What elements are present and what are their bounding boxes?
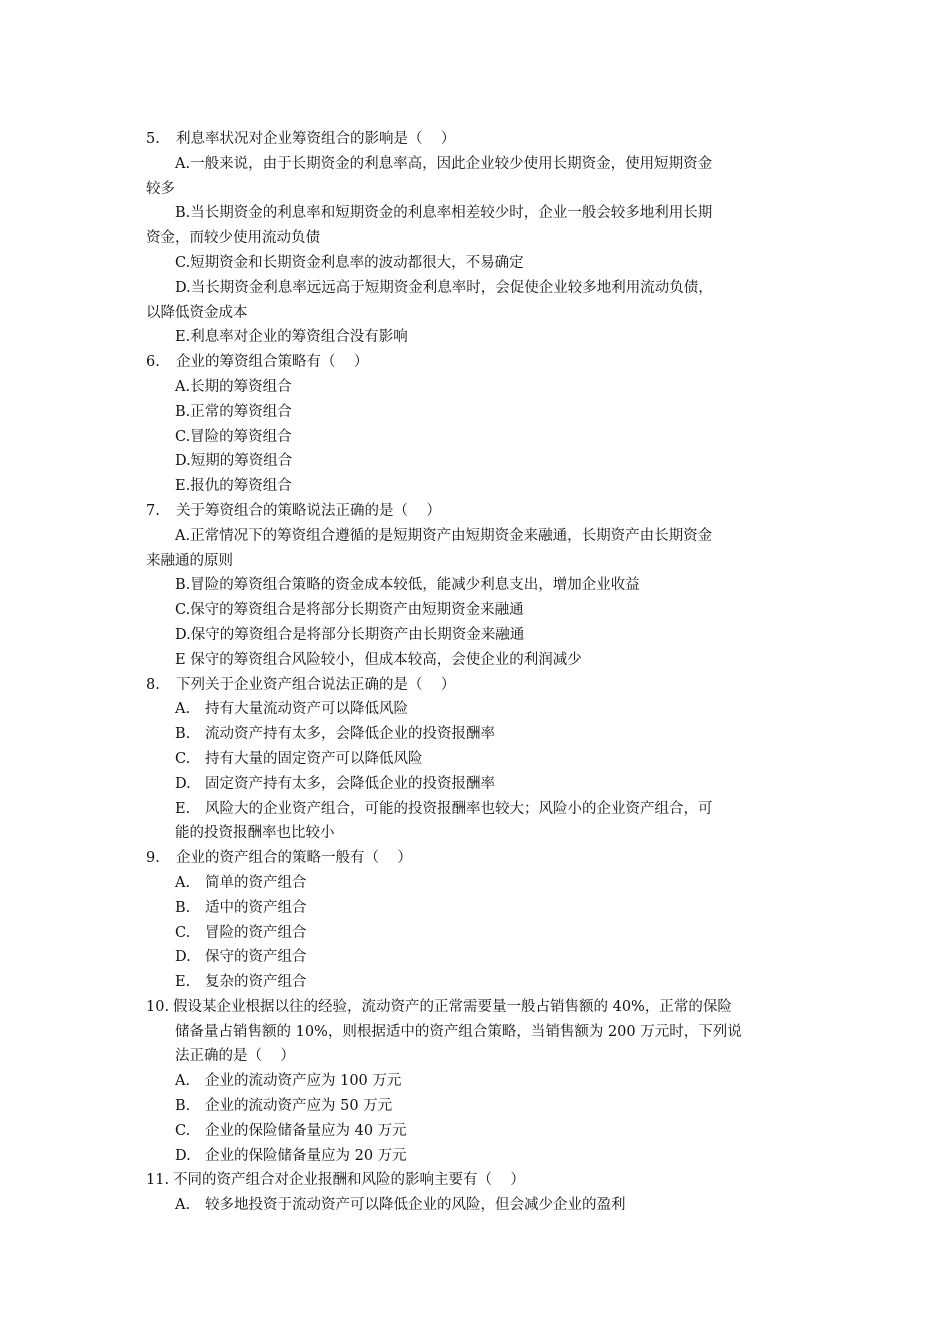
option-line: C.冒险的筹资组合 <box>175 428 292 445</box>
option-letter: A. <box>175 874 191 891</box>
option-line <box>175 1144 808 1169</box>
option-line: E.利息率对企业的筹资组合没有影响 <box>175 329 408 346</box>
option-line <box>175 772 808 797</box>
option-text: 风险大的企业资产组合，可能的投资报酬率也较大；风险小的企业资产组合，可 <box>205 800 713 817</box>
option-line-cont: 以降低资金成本 <box>146 304 248 321</box>
option-line: E 保守的筹资组合风险较小，但成本较高，会使企业的利润减少 <box>175 651 582 668</box>
option-line: D.当长期资金利息率远远高于短期资金利息率时，会促使企业较多地利用流动负债， <box>175 279 713 296</box>
question-5 <box>146 127 808 152</box>
question-text-cont: 法正确的是（ ） <box>175 1048 295 1065</box>
option-line <box>175 797 808 822</box>
question-6 <box>146 350 808 375</box>
question-text: 不同的资产组合对企业报酬和风险的影响主要有（ ） <box>173 1172 525 1189</box>
question-number: 8. <box>146 676 160 693</box>
option-line <box>175 1094 808 1119</box>
option-line <box>175 945 808 970</box>
option-line: E.报仇的筹资组合 <box>175 478 292 495</box>
option-letter: D. <box>175 775 191 792</box>
option-letter: C. <box>175 750 191 767</box>
option-letter: A. <box>175 1197 191 1214</box>
option-line: B.冒险的筹资组合策略的资金成本较低，能减少利息支出，增加企业收益 <box>175 577 640 594</box>
option-letter: A. <box>175 701 191 718</box>
option-text: 企业的保险储备量应为 20 万元 <box>205 1147 407 1164</box>
option-line: C.保守的筹资组合是将部分长期资产由短期资金来融通 <box>175 602 524 619</box>
option-line: B.正常的筹资组合 <box>175 403 292 420</box>
option-line: D.短期的筹资组合 <box>175 453 293 470</box>
option-line-cont: 较多 <box>146 180 175 197</box>
option-text: 较多地投资于流动资产可以降低企业的风险，但会减少企业的盈利 <box>205 1197 626 1214</box>
option-line: A.一般来说，由于长期资金的利息率高，因此企业较少使用长期资金，使用短期资金 <box>175 155 713 172</box>
option-letter: C. <box>175 1122 191 1139</box>
option-text: 企业的保险储备量应为 40 万元 <box>205 1122 407 1139</box>
option-text: 保守的资产组合 <box>205 949 307 966</box>
question-7 <box>146 499 808 524</box>
question-text-cont: 储备量占销售额的 10%，则根据适中的资产组合策略，当销售额为 200 万元时，下列说 <box>175 1023 742 1040</box>
question-number: 9. <box>146 850 160 867</box>
option-line <box>175 921 808 946</box>
question-text: 下列关于企业资产组合说法正确的是（ ） <box>176 676 456 693</box>
option-line: A.正常情况下的筹资组合遵循的是短期资产由短期资金来融通，长期资产由长期资金 <box>175 527 713 544</box>
question-text: 企业的资产组合的策略一般有（ ） <box>176 850 412 867</box>
option-letter: D. <box>175 949 191 966</box>
option-text: 固定资产持有太多，会降低企业的投资报酬率 <box>205 775 495 792</box>
option-line: D.保守的筹资组合是将部分长期资产由长期资金来融通 <box>175 626 525 643</box>
option-line <box>175 747 808 772</box>
option-text: 流动资产持有太多，会降低企业的投资报酬率 <box>205 726 495 743</box>
option-letter: C. <box>175 924 191 941</box>
question-number: 10. <box>146 998 170 1015</box>
question-number: 7. <box>146 502 160 519</box>
question-number: 5. <box>146 131 160 147</box>
option-line <box>175 1193 808 1218</box>
option-text: 复杂的资产组合 <box>205 974 307 991</box>
option-line-cont: 来融通的原则 <box>146 552 233 569</box>
question-text: 企业的筹资组合策略有（ ） <box>176 354 369 371</box>
question-text: 关于筹资组合的策略说法正确的是（ ） <box>176 502 441 519</box>
option-line: C.短期资金和长期资金利息率的波动都很大，不易确定 <box>175 254 524 271</box>
option-line <box>175 697 808 722</box>
option-line <box>175 722 808 747</box>
option-letter: E. <box>175 800 191 817</box>
question-list <box>146 127 808 1218</box>
option-text: 持有大量流动资产可以降低风险 <box>205 701 408 718</box>
option-letter: A. <box>175 1073 191 1090</box>
option-text: 适中的资产组合 <box>205 899 307 916</box>
option-letter: E. <box>175 974 191 991</box>
option-line <box>175 896 808 921</box>
option-text: 冒险的资产组合 <box>205 924 307 941</box>
question-8 <box>146 673 808 698</box>
question-text: 利息率状况对企业筹资组合的影响是（ ） <box>176 131 456 147</box>
option-line-cont: 能的投资报酬率也比较小 <box>175 825 335 842</box>
option-text: 企业的流动资产应为 50 万元 <box>205 1098 393 1115</box>
option-text: 企业的流动资产应为 100 万元 <box>205 1073 402 1090</box>
question-number: 11. <box>146 1172 170 1189</box>
option-line: A.长期的筹资组合 <box>175 378 292 395</box>
question-11 <box>146 1168 808 1193</box>
option-line <box>175 970 808 995</box>
option-letter: B. <box>175 726 191 743</box>
question-10 <box>146 995 808 1020</box>
option-text: 简单的资产组合 <box>205 874 307 891</box>
option-line: B.当长期资金的利息率和短期资金的利息率相差较少时，企业一般会较多地利用长期 <box>175 205 713 222</box>
question-text: 假设某企业根据以往的经验，流动资产的正常需要量一般占销售额的 40%，正常的保险 <box>173 998 732 1015</box>
option-text: 持有大量的固定资产可以降低风险 <box>205 750 423 767</box>
option-letter: B. <box>175 1098 191 1115</box>
option-letter: D. <box>175 1147 191 1164</box>
option-letter: B. <box>175 899 191 916</box>
option-line <box>175 1119 808 1144</box>
question-number: 6. <box>146 354 160 371</box>
question-9 <box>146 846 808 871</box>
option-line <box>175 871 808 896</box>
option-line-cont: 资金，而较少使用流动负债 <box>146 230 320 247</box>
option-line <box>175 1069 808 1094</box>
